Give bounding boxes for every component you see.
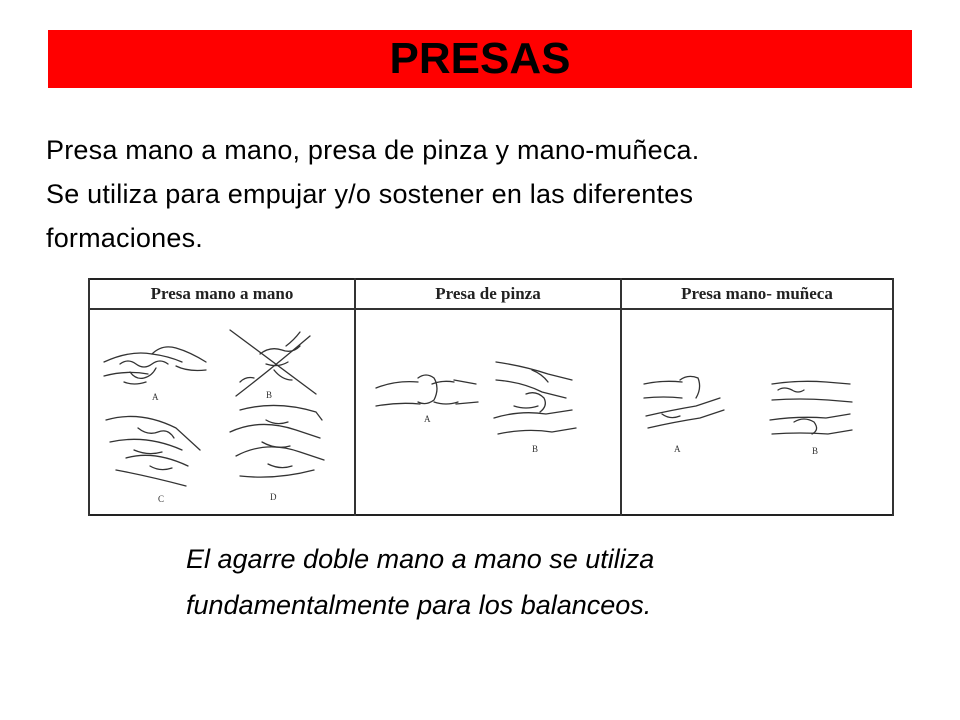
pinch-grip-illustration-set bbox=[356, 310, 620, 514]
hand-grip-illustration-set bbox=[90, 310, 354, 514]
figure-label: A bbox=[674, 444, 681, 454]
grip-table-container bbox=[88, 278, 894, 514]
figure-label: A bbox=[424, 414, 431, 424]
intro-line: Presa mano a mano, presa de pinza y mano-muñeca. bbox=[46, 135, 700, 165]
figure-label: B bbox=[812, 446, 819, 456]
wrist-sketch-a bbox=[644, 376, 724, 428]
note-line: fundamentalmente para los balanceos. bbox=[186, 590, 652, 620]
header-mano-a-mano: Presa mano a mano bbox=[89, 279, 355, 309]
hand-sketch-a bbox=[104, 347, 206, 384]
figure-label: D bbox=[270, 492, 277, 502]
cell-mano-muneca bbox=[621, 309, 893, 515]
pinch-sketch-a bbox=[376, 375, 478, 406]
intro-line: Se utiliza para empujar y/o sostener en las diferentes bbox=[46, 179, 694, 209]
hand-sketch-b bbox=[230, 330, 316, 396]
pinch-sketch-b bbox=[494, 362, 576, 434]
header-mano-muneca: Presa mano- muñeca bbox=[621, 279, 893, 309]
figure-label: B bbox=[266, 390, 273, 400]
note-line: El agarre doble mano a mano se utiliza bbox=[186, 544, 655, 574]
figure-label: B bbox=[532, 444, 539, 454]
title-banner bbox=[48, 30, 912, 88]
wrist-grip-illustration-set bbox=[622, 310, 892, 514]
note-paragraph bbox=[186, 536, 906, 628]
intro-paragraph bbox=[46, 128, 936, 260]
cell-mano-a-mano bbox=[89, 309, 355, 515]
hand-sketch-c bbox=[106, 416, 200, 486]
figure-label: C bbox=[158, 494, 165, 504]
header-pinza: Presa de pinza bbox=[355, 279, 621, 309]
grip-table bbox=[88, 278, 894, 516]
wrist-sketch-b bbox=[770, 381, 852, 434]
figure-label: A bbox=[152, 392, 159, 402]
hand-sketch-d bbox=[230, 405, 324, 477]
intro-line: formaciones. bbox=[46, 223, 203, 253]
page-title: PRESAS bbox=[389, 34, 571, 83]
cell-pinza bbox=[355, 309, 621, 515]
